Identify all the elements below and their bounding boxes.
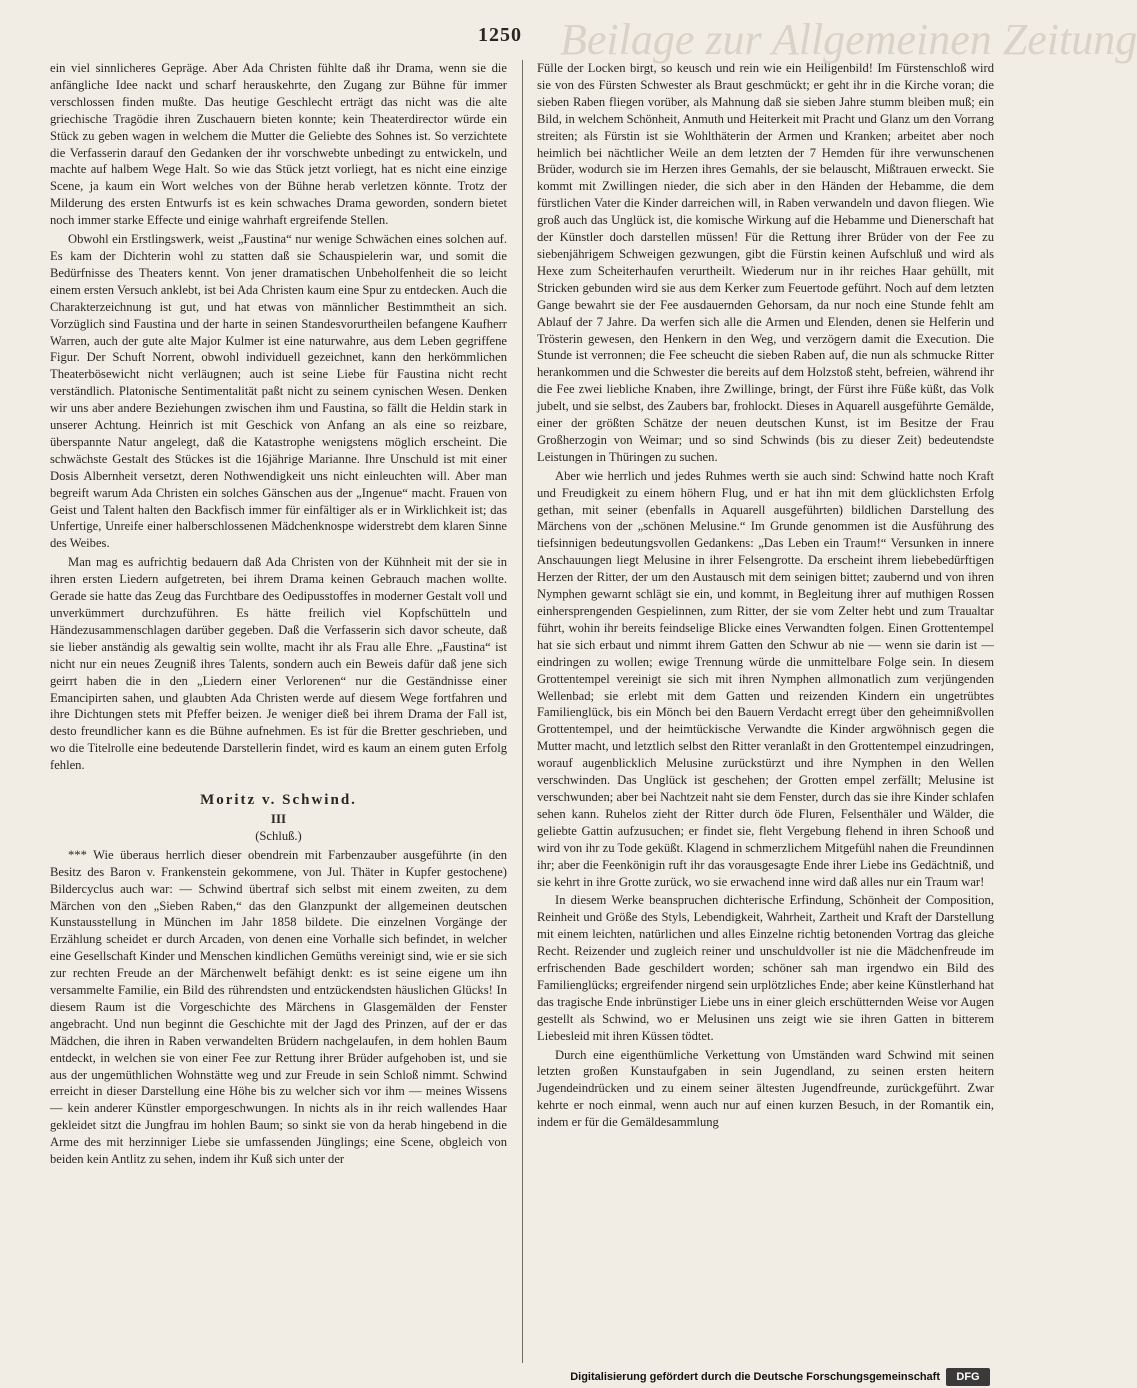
- page-number: 1250: [478, 24, 522, 46]
- column-divider: [522, 60, 523, 1363]
- paragraph: ein viel sinnlicheres Gepräge. Aber Ada Christen fühlte daß ihr Drama, wenn sie die anfängliche Idee nackt und scharf herauskehrte, den Zugang zur Bühne für immer verschlossen finden mußte. Das heutige Geschlecht erträgt das nicht was die alte griechische Tragödie ihren Zuschauern bieten konnte; kein Theaterdirector würde ein Stück zu geben wagen in welchem die Mutter die Geliebte des Sohnes ist. So verzichtete die Verfasserin darauf den Gedanken der ihr vorschwebte unbedingt zu entwickeln, und machte auf halbem Wege Halt. So wie das Stück jetzt vorliegt, hat es nicht eine einzige Scene, ja kaum ein Wort welches von der Bühne herab verletzen könnte. Trotz der Milderung des ersten Entwurfs ist es kein schwaches Drama geworden, sondern bietet noch immer starke Effecte und einige wahrhaft ergreifende Stellen.: [50, 61, 507, 228]
- paragraph: Aber wie herrlich und jedes Ruhmes werth sie auch sind: Schwind hatte noch Kraft und Freudigkeit zu einem höhern Flug, und er hat ihn mit dem glücklichsten Erfolg gethan, mit seiner (ebenfalls in Aquarell ausgeführten) bildlichen Darstellung des Märchens von der „schönen Melusine.“ Im Grunde genommen ist die Ausführung des tiefsinnigen bedeutungsvollen Gedankens: „Das Leben ein Traum!“ Versunken in innere Anschauungen liegt Melusine in ihrer Felsengrotte. Da erscheint ihrem liebebedürftigen Herzen der Ritter, der um den Austausch mit dem seinigen bittet; zaubernd und von ihren Nymphen gewarnt schlägt sie ein, und kommt, in Begleitung ihrer auf muthigen Rossen einhersprengenden Gespielinnen, zum Ritter, der sie vom Zelter hebt und zum Traualtar führt, wohin ihr bereits feindselige Blicke eines Verwandten folgen. Einen Grottentempel hat sie sich erbaut und nimmt ihrem Gatten den Schwur ab nie — wenn sie darin ist — eindringen zu wollen; ewige Trennung würde die unmittelbare Folge sein. In diesem Grottentempel vereinigt sie sich mit ihren Nymphen allmonatlich zum verjüngenden Wellenbad; sie erlebt mit dem Gatten und reizenden Kindern ein ungetrübtes Familienglück, bis ein Mönch bei den Bauern Verdacht erregt über den geheimnißvollen Grottentempel, und der heimtückische Verwandte die Kinder argwöhnisch gegen die Mutter macht, und letztlich selbst den Ritter veranlaßt in den Grottentempel einzudringen, worauf augenblicklich Melusine zurückstürzt und ihre Nymphen in den Wellen verschwinden. Das Unglück ist geschehen; der Grotten empel zerfällt; Melusine ist verschwunden; aber bei Nachtzeit naht sie dem Fenster, durch das sie ihre Kinder schlafen sehen kann. Ruhelos zieht der Ritter durch öde Fluren, Felsenthäler und Wälder, die geliebte Gattin aufzusuchen; er findet sie, fleht Vergebung flehend in ihren Schooß und wird von ihr zu Tode geküßt. Klagend in schmerzlichem Mitgefühl nahen die Freundinnen ihr; aber die Feenkönigin ruft ihr das vorausgesagte Ende ihrer Liebe ins Gedächtniß, und sie kehrt in ihre Grotte zurück, wo sie erwachend inne wird daß alles nur ein Traum war!: [537, 468, 994, 889]
- paragraph: In diesem Werke beanspruchen dichterische Erfindung, Schönheit der Composition, Reinheit und Größe des Styls, Lebendigkeit, Wahrheit, Zartheit und Kraft der Darstellung mit einem leichten, natürlichen und alles Einzelne richtig betonenden Vortrag das gleiche Recht. Reizender und zugleich reiner und unschuldvoller ist nie die Mädchenfreude im erfrischenden Bade geschildert worden; schöner sah man irgendwo ein Bild des Familienglücks; ergreifender nirgend sein urplötzliches Ende; aber keine Künstlerhand hat das tragische Ende inbrünstiger Liebe uns in einer gleich erschütternden Weise vor Augen gestellt als Schwind, wo er Melusinen uns zeigt wie sie ihren Gatten in bitterem Liebesleid mit ihren Küssen tödtet.: [537, 893, 994, 1043]
- left-column: [50, 60, 507, 1170]
- paragraph: Durch eine eigenthümliche Verkettung von Umständen ward Schwind mit seinen letzten großen Kunstaufgaben in sein Jugendland, zu seinen ersten heitern Jugendeindrücken und zu einem seiner ältesten Jugendfreunde, zurückgeführt. Zwar kehrte er noch einmal, wenn auch nur auf einen kurzen Besuch, in der Romantik ein, indem er für die Gemäldesammlung: [537, 1047, 994, 1130]
- section-number: III: [270, 810, 287, 826]
- footer-credit: Digitalisierung gefördert durch die Deutsche Forschungsgemeinschaft: [570, 1371, 940, 1383]
- paragraph: Man mag es aufrichtig bedauern daß Ada Christen von der Kühnheit mit der sie in ihren ersten Liedern aufgetreten, bei ihrem Drama keinen Gebrauch machen wollte. Gerade sie hatte das Zeug das Furchtbare des Oedipusstoffes in moderner Gestalt voll und unverkümmert durchzuführen. Es hätte freilich viel Kopfschütteln und Händezusammenschlagen darüber gegeben. Daß die Verfasserin sich davor scheute, daß sie lieber anständig als gewaltig sein wollte, macht ihr als Frau alle Ehre. „Faustina“ ist nicht nur ein neues Zeugniß ihres Talents, sondern auch ein Beweis dafür daß jene sich geirrt haben die in den „Liedern einer Verlorenen“ nur die Geständnisse einer Emancipirten sahen, und glaubten Ada Christen werde auf diesem Wege fortfahren und ihre Dichtungen stets mit Pfeffer beizen. Je weniger dieß bei ihrem Drama der Fall ist, desto freundlicher kann es die Bühne aufnehmen. Es ist für die Bretter geschrieben, und wo die Titelrolle eine bedeutende Darstellerin findet, wird es kaum an einem guten Erfolg fehlen.: [50, 555, 507, 773]
- right-column: [537, 60, 994, 1133]
- paragraph: Fülle der Locken birgt, so keusch und rein wie ein Heiligenbild! Im Fürstenschloß wird sie von des Fürsten Schwester als Braut geschmückt; er geht ihr in die Kirche voran; die sieben Raben fliegen vorüber, als Mahnung daß sie sieben Jahre stumm bleiben muß; ein Bild, in welchem Schönheit, Anmuth und Heiterkeit mit Pracht und Glanz um den Vorrang streiten; als Fürstin ist sie Wohlthäterin der Armen und Kranken; arbeitet aber noch heimlich bei nächtlicher Weile an dem letzten der 7 Hemden für ihre verwunschenen Brüder, wodurch sie im Herzen ihres Gemahls, der sie belauscht, Mißtrauen erweckt. Sie kommt mit Zwillingen nieder, die sich aber in den Händen der Hebamme, die dem fürstlichen Vater die Kinder darreichen will, in Raben verwandeln und davon fliegen. Wie groß auch das Unglück ist, die komische Wirkung auf die Hebamme und Dienerschaft hat der Künstler doch darstellen müssen! Für die Rettung ihrer Brüder von der Fee zu siebenjährigem Schweigen gezwungen, gibt die Fürstin keinen Aufschluß und wird als Hexe zum Scheiterhaufen verurtheilt. Wiederum nur in ihr reiches Haar gehüllt, mit Stricken gebunden wird sie aus dem Kerker zum Feuertode geführt. Noch auf dem letzten Gange bewahrt sie der Fee ausdauernden Gehorsam, da nur noch eine Stunde fehlt am Ablauf der 7 Jahre. Da werfen sich alle die Armen und Elenden, denen sie Helferin und Trösterin gewesen, den Henkern in den Weg, und verzögern damit die Execution. Die Stunde ist verronnen; die Fee scheucht die sieben Raben auf, die nun als schmucke Ritter herankommen und die Schwester die bereits auf dem Holzstoß steht, befreien, während ihr die Fee zwei liebliche Knaben, ihre Zwillinge, bringt, der Fürst ihre Füße küßt, das Volk jubelt, und sie selbst, des Zaubers bar, frohlockt. Dieses in Aquarell ausgeführte Gemälde, einer der größten Schätze der neuen deutschen Kunst, ist im Besitze der Frau Großherzogin von Weimar; und so sind Schwinds (bis zu dieser Zeit) bedeutendste Leistungen in Thüringen zu suchen.: [537, 61, 994, 464]
- paragraph: *** Wie überaus herrlich dieser obendrein mit Farbenzauber ausgeführte (in den Besitz des Baron v. Frankenstein gekommene, von Jul. Thäter in Kupfer gestochene) Bildercyclus auch war: — Schwind übertraf sich selbst mit einem zweiten, zu dem Märchen von den „Sieben Raben,“ das den Glanzpunkt der allgemeinen deutschen Kunstausstellung in München im Jahr 1858 bildete. Die einzelnen Vorgänge der Erzählung scheidet er durch Arcaden, von denen eine Vorhalle sich befindet, in welcher eine Gesellschaft Kinder und Menschen kindlichen Gemüths vereinigt sind, wie er sie sich zur rechten Freude an der Märchenwelt befähigt denkt: es ist seine eigene um ihn versammelte Familie, ein Bild des rührendsten und entzückendsten häuslichen Glücks! In diesem Raum ist die Vorgeschichte des Märchens in Glasgemälden der Fenster angebracht. Und nun beginnt die Geschichte mit der Jagd des Prinzen, auf der er das Mädchen, die ihren in Raben verwandelten Brüdern nachgelaufen, in dem hohlen Baum entdeckt, in welchen sie von einer Fee zur Rettung ihrer Brüder aufgehoben ist, und sie aus der ungemüthlichen Wohnstätte weg und zur Freude in sein Schloß nimmt. Schwind erreicht in dieser Darstellung eine Höhe bis zu welcher sich vor ihm — meines Wissens — kein anderer Künstler emporgeschwungen. In nichts als in ihr reich wallendes Haar gekleidet sitzt die Jungfrau im hohlen Baum; so sinkt sie von da herab hingebend in die Arme des mit herzinniger Liebe sie umfassenden Jünglings; eine Scene, obgleich von beiden kein Antlitz zu sehen, indem ihr Kuß sich unter der: [50, 847, 507, 1167]
- dfg-logo: DFG: [946, 1368, 990, 1386]
- paragraph: Obwohl ein Erstlingswerk, weist „Faustina“ nur wenige Schwächen eines solchen auf. Es kam der Dichterin wohl zu statten daß sie Schauspielerin war, und somit die Bedürfnisse des Theaters kennt. Von jener dramatischen Unbeholfenheit die so leicht einem ersten Versuch anklebt, ist bei Ada Christen kaum eine Spur zu entdecken. Auch die Charakterzeichnung ist gut, und hat etwas von männlicher Bestimmtheit an sich. Vorzüglich sind Faustina und der harte in seinen Standesvorurtheilen befangene Kaufherr Warren, auch der gute alte Major Kulmer ist eine naturwahre, aus dem Leben gegriffene Figur. Der Schuft Norrent, obwohl individuell gezeichnet, kann den herkömmlichen Theaterbösewicht nicht verläugnen; auch ist seine Liebe für Faustina nicht recht verständlich. Platonische Sentimentalität paßt nicht zu seinem cynischen Wesen. Denken wir uns aber andere Beziehungen zwischen ihm und Faustina, so fällt die Heldin stark in unserer Achtung. Heinrich ist mit Geschick von Anfang an als eine so reizbare, überspannte Natur angelegt, daß die Katastrophe wenigstens möglich erscheint. Die schwächste Gestalt des Stückes ist die 16jährige Marianne. Ihre Unschuld ist mit einer Dosis Albernheit versetzt, deren Nothwendigkeit uns nicht einleuchten will. Aber man begreift warum Ada Christen ein solches Gänschen aus der „Ingenue“ macht. Frauen von Geist und Talent halten den Backfisch immer für einfältiger als er in Wirklichkeit ist; das Unfertige, Unreife einer halberschlossenen Mädchenknospe widerstrebt dem klaren Sinne des Weibes.: [50, 232, 507, 551]
- section-note: (Schluß.): [255, 828, 302, 843]
- section-heading: Moritz v. Schwind.: [200, 792, 357, 809]
- masthead-ghost: Beilage zur Allgemeinen Zeitung: [560, 15, 1137, 64]
